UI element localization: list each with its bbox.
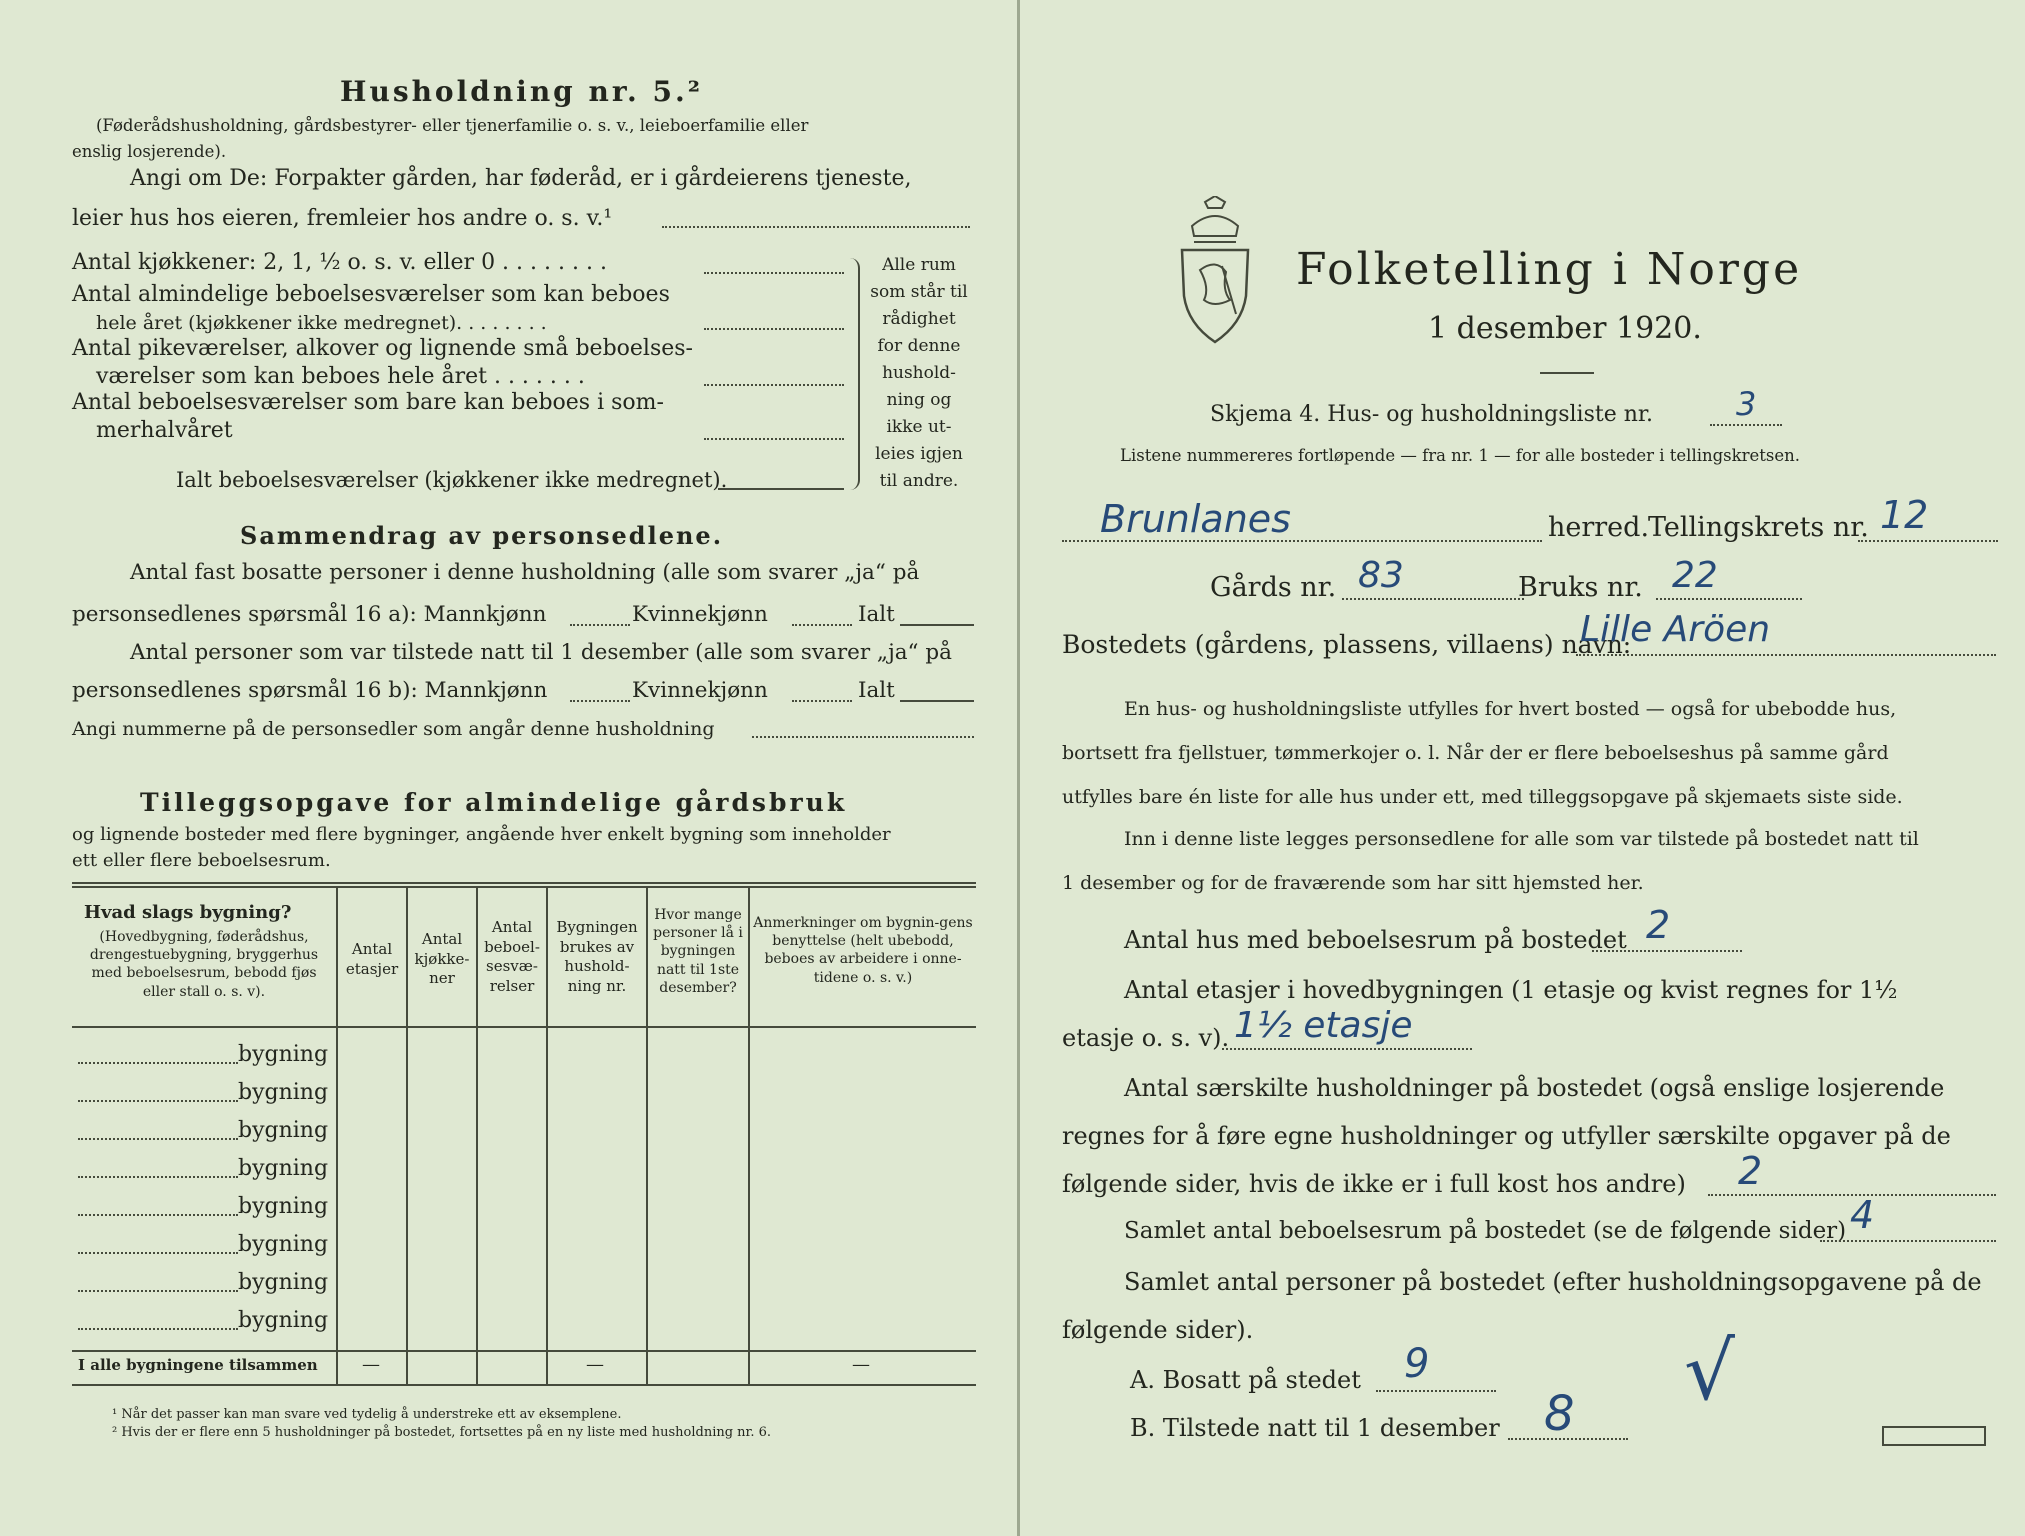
rooms-side-note: Alle rum som står til rådighet for denne hushold- ning og ikke ut- leies igjen til andre. bbox=[870, 255, 968, 491]
col-header-personer: Hvor mange personer lå i bygningen natt til 1ste desember? bbox=[653, 907, 743, 996]
table-row: bygning bbox=[238, 1194, 329, 1219]
bosatt-value: 9 bbox=[1404, 1341, 1430, 1387]
ialt-label-1: Ialt bbox=[858, 602, 895, 627]
hus-value: 2 bbox=[1646, 903, 1671, 947]
rooms-brace bbox=[848, 258, 860, 490]
husholdninger-line-2: regnes for å føre egne husholdninger og utfyller særskilte opgaver på de bbox=[1062, 1122, 1951, 1150]
etasjer-line-1: Antal etasjer i hovedbygningen (1 etasje og kvist regnes for 1½ bbox=[1124, 976, 1898, 1004]
sammendrag-p1-line1: Antal fast bosatte personer i denne husholdning (alle som svarer „ja“ på bbox=[130, 560, 920, 585]
tilstede-value: 8 bbox=[1544, 1386, 1575, 1442]
household-title: Husholdning nr. 5.² bbox=[340, 75, 704, 108]
table-row: bygning bbox=[238, 1308, 329, 1333]
table-row: bygning bbox=[238, 1232, 329, 1257]
almindelige-label-2: hele året (kjøkkener ikke medregnet). . . . . . . . bbox=[96, 312, 547, 334]
bosted-label: Bostedets (gårdens, plassens, villaens) navn: bbox=[1062, 630, 1632, 659]
col-header-kjokkener: Antal kjøkke-ner bbox=[414, 930, 470, 987]
tilstede-label: B. Tilstede natt til 1 desember bbox=[1130, 1414, 1500, 1442]
col-header-hvad: Hvad slags bygning? bbox=[84, 902, 292, 923]
bruks-label: Bruks nr. bbox=[1518, 572, 1643, 603]
personer-line-1: Samlet antal personer på bostedet (efter husholdningsopgavene på de bbox=[1124, 1268, 1982, 1296]
instruction-3: utfylles bare én liste for alle hus under ett, med tilleggsopgave på skjemaets siste side. bbox=[1062, 786, 1903, 808]
building-table bbox=[72, 882, 976, 1390]
skjema-label: Skjema 4. Hus- og husholdningsliste nr. bbox=[1210, 402, 1653, 427]
printer-stamp bbox=[1882, 1426, 1986, 1446]
col-header-anmerkninger: Anmerkninger om bygnin-gens benyttelse (helt ubebodd, beboes av arbeidere i onne-tidene o. s. v.) bbox=[753, 915, 973, 986]
instruction-1: En hus- og husholdningsliste utfylles for hvert bosted — også for ubebodde hus, bbox=[1124, 698, 1897, 720]
husholdninger-line-3: følgende sider, hvis de ikke er i full kost hos andre) bbox=[1062, 1170, 1686, 1198]
tillegg-sub-2: ett eller flere beboelsesrum. bbox=[72, 850, 331, 871]
ialt-rooms-label: Ialt beboelsesværelser (kjøkkener ikke medregnet). bbox=[176, 468, 728, 492]
instruction-5: 1 desember og for de fraværende som har sitt hjemsted her. bbox=[1062, 872, 1644, 894]
table-row: bygning bbox=[238, 1270, 329, 1295]
instruction-2: bortsett fra fjellstuer, tømmerkojer o. l. Når der er flere beboelseshus på samme gård bbox=[1062, 742, 1889, 764]
listene-note: Listene nummereres fortløpende — fra nr. 1 — for alle bosteder i tellingskretsen. bbox=[1120, 446, 1801, 465]
checkmark: √ bbox=[1684, 1325, 1735, 1418]
household-subtitle-2: enslig losjerende). bbox=[72, 142, 227, 161]
sammendrag-p2-line2: personsedlenes spørsmål 16 b): Mannkjønn bbox=[72, 678, 548, 703]
gards-label: Gårds nr. bbox=[1210, 572, 1337, 603]
rum-value: 4 bbox=[1850, 1193, 1875, 1237]
husholdninger-line-1: Antal særskilte husholdninger på bostedet (også enslige losjerende bbox=[1124, 1074, 1945, 1102]
gards-value: 83 bbox=[1358, 555, 1404, 596]
footnote-1: ¹ Når det passer kan man svare ved tydelig å understreke ett av eksemplene. bbox=[112, 1407, 622, 1422]
herred-label: herred. bbox=[1548, 512, 1650, 543]
total-dash-anmerkninger: — bbox=[852, 1354, 870, 1375]
tellingskrets-label: Tellingskrets nr. bbox=[1648, 512, 1869, 543]
sammendrag-heading: Sammendrag av personsedlene. bbox=[240, 521, 724, 550]
kvinnekjonn-label-1: Kvinnekjønn bbox=[632, 602, 768, 627]
rum-label: Samlet antal beboelsesrum på bostedet (se de følgende sider) bbox=[1124, 1218, 1847, 1244]
col-header-etasjer: Antal etasjer bbox=[345, 940, 399, 978]
sommer-label-2: merhalvåret bbox=[96, 418, 233, 443]
angi-line-2: leier hus hos eieren, fremleier hos andre o. s. v.¹ bbox=[72, 206, 613, 231]
tillegg-sub-1: og lignende bosteder med flere bygninger, angående hver enkelt bygning som inneholder bbox=[72, 824, 891, 845]
kvinnekjonn-label-2: Kvinnekjønn bbox=[632, 678, 768, 703]
husholdninger-value: 2 bbox=[1738, 1149, 1763, 1193]
ialt-label-2: Ialt bbox=[858, 678, 895, 703]
table-row: bygning bbox=[238, 1156, 329, 1181]
etasjer-value: 1½ etasje bbox=[1234, 1005, 1413, 1046]
pike-label-1: Antal pikeværelser, alkover og lignende små beboelses- bbox=[72, 336, 693, 361]
table-row: bygning bbox=[238, 1042, 329, 1067]
census-date: 1 desember 1920. bbox=[1428, 311, 1702, 346]
almindelige-label-1: Antal almindelige beboelsesværelser som kan beboes bbox=[72, 282, 670, 307]
pike-label-2: værelser som kan beboes hele året . . . . . . . bbox=[96, 364, 585, 389]
total-dash-husholdning: — bbox=[586, 1354, 604, 1375]
instruction-4: Inn i denne liste legges personsedlene for alle som var tilstede på bostedet natt til bbox=[1124, 828, 1919, 850]
right-page bbox=[1020, 0, 2025, 1536]
tillegg-heading: Tilleggsopgave for almindelige gårdsbruk bbox=[140, 788, 848, 817]
bosted-value: Lille Aröen bbox=[1580, 609, 1771, 650]
coat-of-arms-icon bbox=[1170, 196, 1260, 346]
tellingskrets-value: 12 bbox=[1880, 493, 1929, 537]
sommer-label-1: Antal beboelsesværelser som bare kan beboes i som- bbox=[72, 390, 664, 415]
col-header-husholdning: Bygningen brukes av hushold-ning nr. bbox=[556, 918, 638, 995]
sammendrag-p2-line1: Antal personer som var tilstede natt til 1 desember (alle som svarer „ja“ på bbox=[130, 640, 952, 665]
footnote-2: ² Hvis der er flere enn 5 husholdninger på bostedet, fortsettes på en ny liste med husholdning nr. 6. bbox=[112, 1425, 772, 1440]
census-title: Folketelling i Norge bbox=[1296, 244, 1803, 295]
personer-line-2: følgende sider). bbox=[1062, 1316, 1254, 1344]
etasjer-line-2: etasje o. s. v). bbox=[1062, 1024, 1230, 1052]
kjokken-label: Antal kjøkkener: 2, 1, ½ o. s. v. eller 0 . . . . . . . . bbox=[72, 250, 607, 275]
bosatt-label: A. Bosatt på stedet bbox=[1130, 1366, 1361, 1394]
angi-line-1: Angi om De: Forpakter gården, har føderåd, er i gårdeierens tjeneste, bbox=[130, 166, 912, 191]
nummerne-label: Angi nummerne på de personsedler som angår denne husholdning bbox=[72, 718, 715, 740]
table-total-label: I alle bygningene tilsammen bbox=[78, 1356, 318, 1374]
bruks-value: 22 bbox=[1672, 555, 1718, 596]
hus-label: Antal hus med beboelsesrum på bostedet bbox=[1124, 926, 1627, 954]
table-row: bygning bbox=[238, 1118, 329, 1143]
table-row: bygning bbox=[238, 1080, 329, 1105]
total-dash-etasjer: — bbox=[362, 1354, 380, 1375]
sammendrag-p1-line2: personsedlenes spørsmål 16 a): Mannkjønn bbox=[72, 602, 547, 627]
household-subtitle: (Føderådshusholdning, gårdsbestyrer- eller tjenerfamilie o. s. v., leieboerfamilie eller bbox=[96, 116, 809, 135]
herred-value: Brunlanes bbox=[1100, 497, 1291, 541]
col-header-hvad-body: (Hovedbygning, føderådshus, drengestuebygning, bryggerhus med beboelsesrum, bebodd fjøs eller stall o. s. v). bbox=[89, 929, 319, 1000]
skjema-nr-value: 3 bbox=[1736, 385, 1757, 423]
col-header-beboelsesvaerelser: Antal beboel-sesvæ-relser bbox=[484, 918, 540, 995]
